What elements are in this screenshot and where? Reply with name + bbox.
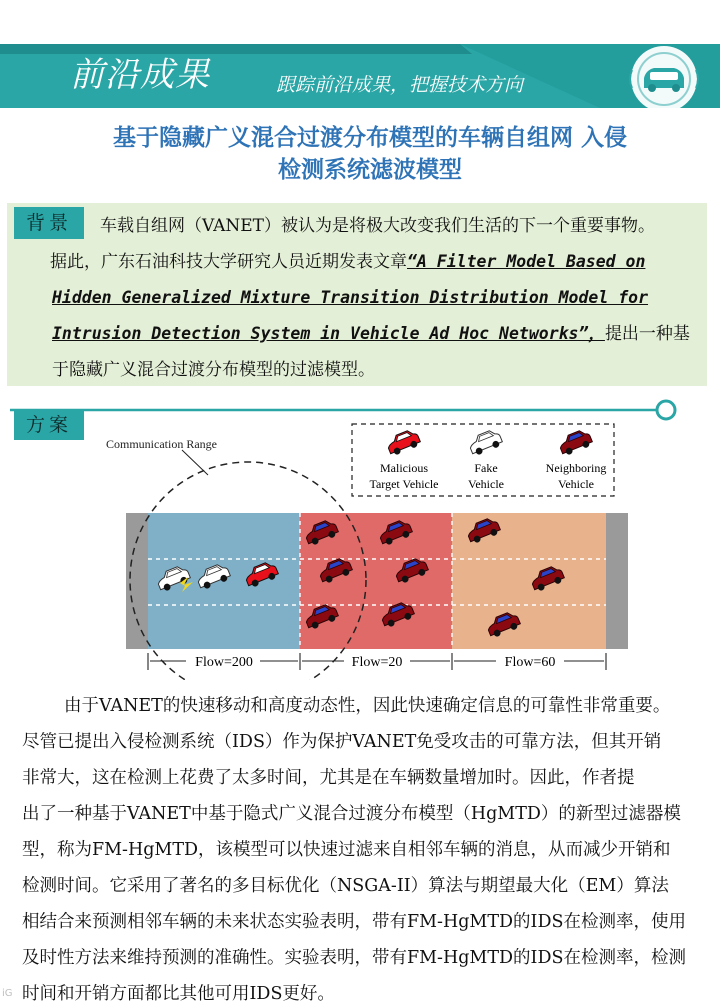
paper-title-part-1: “A Filter Model Based on [407,252,646,271]
plan-label: 方案 [14,410,84,440]
flow-label-zone2: Flow=20 [351,655,403,670]
body-line-5: 型，称为FM-HgMTD，该模型可以快速过滤来自相邻车辆的消息，从而减少开销和 [22,840,671,860]
article-title-line2: 检测系统滤波模型 [278,156,462,183]
flow-label-zone1: Flow=200 [195,655,253,670]
background-line-3 [52,280,648,316]
body-line-4: 出了一种基于VANET中基于隐式广义混合过渡分布模型（HgMTD）的新型过滤器模 [22,804,681,824]
legend-fake-line1: Fake [474,461,498,475]
article-title [40,122,700,186]
article-title-line1: 基于隐藏广义混合过渡分布模型的车辆自组网 入侵 [112,124,627,151]
background-line-4-text: 提出一种基 [604,324,690,344]
section-subtitle: 跟踪前沿成果，把握技术方向 [276,74,524,96]
section-title: 前沿成果 [70,55,210,95]
legend-neighbor-line1: Neighboring [545,461,607,475]
background-line-4 [52,316,690,352]
body-line-6: 检测时间。它采用了著名的多目标优化（NSGA-II）算法与期望最大化（EM）算法 [22,876,669,896]
background-line-2 [50,244,645,280]
comm-range-pointer [182,450,208,475]
flow-label-zone3: Flow=60 [504,655,556,670]
legend-fake-line2: Vehicle [468,477,504,491]
background-line-1: 车载自组网（VANET）被认为是将极大改变我们生活的下一个重要事物。 [100,216,656,236]
legend-neighbor-line2: Vehicle [558,477,594,491]
body-line-8: 及时性方法来维持预测的准确性。实验表明，带有FM-HgMTD的IDS在检测率，检测 [22,948,686,968]
body-line-9: 时间和开销方面都比其他可用IDS更好。 [22,984,335,1004]
plan-divider [0,398,720,422]
road-right-edge [606,513,628,649]
vanet-diagram [100,420,640,680]
legend-malicious-line1: Malicious [380,461,428,475]
paper-title-part-3: Intrusion Detection System in Vehicle Ad Hoc Networks”， [52,324,605,343]
background-line-5: 于隐藏广义混合过渡分布模型的过滤模型。 [52,360,375,380]
watermark: iG [2,988,13,999]
body-line-1: 由于VANET的快速移动和高度动态性，因此快速确定信息的可靠性非常重要。 [64,696,671,716]
road-left-edge [126,513,148,649]
body-line-7: 相结合来预测相邻车辆的未来状态实验表明，带有FM-HgMTD的IDS在检测率，使用 [22,912,686,932]
comm-range-label: Communication Range [106,437,217,451]
background-line-2-text: 据此，广东石油科技大学研究人员近期发表文章 [50,252,407,272]
paper-title-part-2: Hidden Generalized Mixture Transition Distribution Model for [52,288,649,307]
body-line-2: 尽管已提出入侵检测系统（IDS）作为保护VANET免受攻击的可靠方法，但其开销 [22,732,662,752]
background-label: 背景 [14,207,84,239]
legend-malicious-line2: Target Vehicle [369,477,439,491]
body-line-3: 非常大，这在检测上花费了太多时间，尤其是在车辆数量增加时。因此，作者提 [22,768,635,788]
car-icon [614,44,714,114]
